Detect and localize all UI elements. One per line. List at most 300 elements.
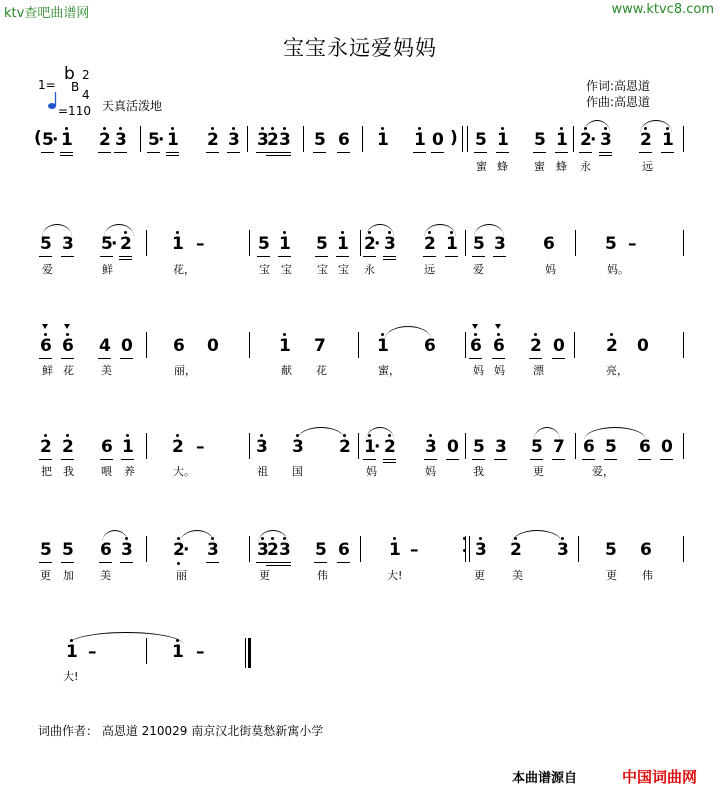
lyric: 我	[63, 465, 74, 478]
note: 5	[62, 540, 74, 560]
lyric: 大!	[63, 670, 79, 683]
beam	[119, 256, 132, 257]
beam	[552, 358, 565, 359]
lyric: 爱	[473, 263, 484, 276]
note: 6	[640, 540, 652, 560]
lyric: 伟	[317, 569, 328, 582]
lyric: 更	[259, 569, 270, 582]
lyric: 更	[606, 569, 617, 582]
author-line: 词曲作者： 高恩道 210029 南京汉北街莫愁新寓小学	[38, 724, 324, 738]
lyric: 永	[580, 160, 591, 173]
note: 0	[637, 336, 649, 356]
octave-dot	[66, 434, 69, 437]
note: –	[196, 234, 205, 254]
note: 2	[267, 540, 279, 560]
beam	[496, 152, 509, 153]
beam	[446, 459, 459, 460]
note: 3	[257, 540, 269, 560]
barline	[360, 536, 361, 562]
beam	[431, 152, 444, 153]
watermark-right: www.ktvc8.com	[611, 2, 714, 17]
note: 0	[432, 130, 444, 150]
note: 2	[120, 234, 132, 254]
beam	[383, 256, 396, 257]
beam	[61, 459, 74, 460]
lyric: 鲜	[102, 263, 113, 276]
note: 2	[99, 130, 111, 150]
note: 2	[384, 437, 396, 457]
note: 3	[256, 437, 268, 457]
slur	[640, 120, 672, 133]
note: 2	[173, 540, 185, 560]
beam	[100, 256, 113, 257]
barline	[360, 230, 361, 256]
slur	[366, 427, 394, 440]
note: 1	[279, 336, 291, 356]
octave-dot-low	[177, 562, 180, 565]
note: 6	[62, 336, 74, 356]
lyric: 花，	[173, 263, 195, 276]
note: 3	[425, 437, 437, 457]
note: 1	[172, 234, 184, 254]
note: 6	[101, 437, 113, 457]
octave-dot	[283, 127, 286, 130]
source-label: 本曲谱源自	[512, 771, 578, 786]
note: 5	[101, 234, 113, 254]
note: 5	[316, 234, 328, 254]
lyric: 妈	[545, 263, 556, 276]
beam	[278, 565, 291, 566]
octave-dot	[103, 127, 106, 130]
octave-dot	[501, 127, 504, 130]
beam	[314, 562, 327, 563]
barline	[683, 433, 684, 459]
barline	[574, 332, 575, 358]
note: 1	[662, 130, 674, 150]
barline	[249, 536, 250, 562]
beam	[206, 152, 219, 153]
note: 1	[279, 234, 291, 254]
note: ·	[590, 130, 597, 150]
beam	[493, 256, 506, 257]
octave-dot	[283, 231, 286, 234]
beam	[445, 256, 458, 257]
note: 5	[534, 130, 546, 150]
final-barline-thick	[248, 638, 251, 668]
beam	[638, 459, 651, 460]
lyric: 鲜	[42, 364, 53, 377]
note: 6	[470, 336, 482, 356]
note: ·	[374, 437, 381, 457]
lyric: 丽	[176, 569, 187, 582]
barline	[362, 126, 363, 152]
note: 1	[414, 130, 426, 150]
note: 5	[40, 234, 52, 254]
beam	[61, 562, 74, 563]
octave-dot	[341, 231, 344, 234]
lyric: 蜂	[497, 160, 508, 173]
source-site: 中国词曲网	[622, 768, 698, 786]
octave-dot	[171, 127, 174, 130]
beam	[363, 459, 376, 460]
octave-dot	[429, 434, 432, 437]
beam	[60, 155, 73, 156]
lyric: 宝	[259, 263, 270, 276]
barline	[465, 433, 466, 459]
lyric: 丽，	[174, 364, 196, 377]
note: 5	[40, 540, 52, 560]
lyric: 蜜	[534, 160, 545, 173]
note: 7	[314, 336, 326, 356]
beam	[413, 152, 426, 153]
lyric: 国	[292, 465, 303, 478]
slur	[180, 530, 214, 543]
note: 6	[583, 437, 595, 457]
note: 5	[258, 234, 270, 254]
beam	[41, 152, 54, 153]
note: 3	[475, 540, 487, 560]
octave-dot	[126, 434, 129, 437]
note: ·	[158, 130, 165, 150]
note: 6	[543, 234, 555, 254]
beam	[315, 256, 328, 257]
lyric: 妈	[473, 364, 484, 377]
octave-dot	[44, 434, 47, 437]
lyric: 爱	[42, 263, 53, 276]
beam	[227, 152, 240, 153]
beam	[383, 459, 396, 460]
beam	[120, 562, 133, 563]
note: 3	[495, 437, 507, 457]
barline	[247, 126, 248, 152]
octave-dot	[534, 333, 537, 336]
slur	[424, 224, 456, 237]
note: 5	[475, 130, 487, 150]
barline	[683, 536, 684, 562]
beam	[424, 459, 437, 460]
octave-dot	[381, 127, 384, 130]
note: 1	[61, 130, 73, 150]
lyric: 蜜	[476, 160, 487, 173]
note: 1	[389, 540, 401, 560]
note: 3	[384, 234, 396, 254]
beam	[533, 152, 546, 153]
lyric: 妈。	[607, 263, 629, 276]
beam	[474, 152, 487, 153]
barline	[146, 536, 147, 562]
slur	[584, 427, 646, 440]
note: 3	[62, 234, 74, 254]
barline	[358, 332, 359, 358]
note: 3	[257, 130, 269, 150]
beam	[39, 256, 52, 257]
barline	[683, 230, 684, 256]
lyric: 亮，	[606, 364, 628, 377]
barline	[303, 126, 304, 152]
note: 6	[338, 130, 350, 150]
slur	[474, 224, 504, 237]
lyric: 漂	[533, 364, 544, 377]
note: 3	[557, 540, 569, 560]
note: 7	[553, 437, 565, 457]
beam	[278, 256, 291, 257]
note: 3	[279, 130, 291, 150]
octave-dot	[176, 434, 179, 437]
beam	[39, 358, 52, 359]
slur	[258, 530, 288, 543]
beam	[313, 152, 326, 153]
octave-dot	[393, 537, 396, 540]
note: 1	[172, 642, 184, 662]
note: –	[628, 234, 637, 254]
beam	[257, 256, 270, 257]
lyric: 蜂	[556, 160, 567, 173]
note: ·	[52, 130, 59, 150]
note: 0	[207, 336, 219, 356]
note: 2	[580, 130, 592, 150]
lyric: 宝	[281, 263, 292, 276]
octave-dot	[176, 231, 179, 234]
note: 5	[531, 437, 543, 457]
lyric: 大。	[173, 465, 195, 478]
note: 3	[279, 540, 291, 560]
octave-dot	[560, 127, 563, 130]
slur	[102, 530, 128, 543]
note: 2	[530, 336, 542, 356]
lyric: 喂	[101, 465, 112, 478]
accent-mark	[64, 324, 70, 329]
accent-mark	[495, 324, 501, 329]
barline	[575, 230, 576, 256]
lyric: 宝	[338, 263, 349, 276]
lyric: 美	[512, 569, 523, 582]
lyric: 妈	[366, 465, 377, 478]
quarter-note-icon	[48, 92, 56, 106]
composer-credit: 作曲:高恩道	[586, 95, 651, 109]
beam	[383, 462, 396, 463]
note: 5	[314, 130, 326, 150]
lyric: 花	[316, 364, 327, 377]
note: 6	[40, 336, 52, 356]
open-paren: (	[34, 128, 42, 148]
note: 2	[267, 130, 279, 150]
beam	[206, 562, 219, 563]
slur	[512, 530, 562, 543]
final-barline	[245, 638, 246, 668]
barline	[578, 536, 579, 562]
lyric: 伟	[642, 569, 653, 582]
barline	[573, 126, 574, 152]
lyric: 美	[100, 569, 111, 582]
barline	[469, 536, 470, 562]
note: 5	[473, 234, 485, 254]
note: 1	[377, 130, 389, 150]
beam	[61, 256, 74, 257]
watermark-left: ktv查吧曲谱网	[4, 6, 90, 21]
note: ·	[111, 234, 118, 254]
beam	[120, 358, 133, 359]
note: 2	[640, 130, 652, 150]
barline	[358, 433, 359, 459]
note: 2	[606, 336, 618, 356]
note: 1	[364, 437, 376, 457]
note: 2	[364, 234, 376, 254]
song-title: 宝宝永远爱妈妈	[283, 36, 437, 60]
slur	[534, 427, 560, 440]
beam	[100, 459, 113, 460]
lyric: 献	[281, 364, 292, 377]
beam	[336, 256, 349, 257]
lyric: 妈	[425, 465, 436, 478]
beam	[660, 459, 673, 460]
beam	[278, 152, 291, 153]
beam	[114, 152, 127, 153]
repeat-dot	[463, 549, 466, 552]
slur	[385, 326, 431, 339]
note: 5	[315, 540, 327, 560]
note: 1	[497, 130, 509, 150]
beam	[61, 358, 74, 359]
beam	[492, 358, 505, 359]
note: 2	[172, 437, 184, 457]
note: –	[88, 642, 97, 662]
beam	[494, 459, 507, 460]
lyric: 把	[41, 465, 52, 478]
note: 5	[605, 234, 617, 254]
beam	[599, 152, 612, 153]
note: 4	[99, 336, 111, 356]
close-paren: )	[450, 128, 458, 148]
lyric: 更	[533, 465, 544, 478]
barline	[249, 332, 250, 358]
beam	[39, 562, 52, 563]
lyric: 远	[424, 263, 435, 276]
slur	[366, 224, 394, 237]
repeat-dot	[463, 537, 466, 540]
beam	[579, 152, 592, 153]
note: 0	[553, 336, 565, 356]
note: 6	[338, 540, 350, 560]
note: 5	[605, 540, 617, 560]
slur	[42, 224, 72, 237]
octave-dot	[232, 127, 235, 130]
note: 2	[207, 130, 219, 150]
time-sig-top: 2	[82, 68, 90, 82]
beam	[639, 152, 652, 153]
note: ·	[183, 540, 190, 560]
beam	[423, 256, 436, 257]
note: 2	[62, 437, 74, 457]
barline	[683, 332, 684, 358]
beam	[98, 358, 111, 359]
beam	[99, 562, 112, 563]
octave-dot	[381, 333, 384, 336]
note: 6	[173, 336, 185, 356]
beam	[604, 459, 617, 460]
note: 3	[494, 234, 506, 254]
octave-dot	[65, 127, 68, 130]
beam	[147, 152, 160, 153]
note: 3	[228, 130, 240, 150]
lyric: 蜜，	[378, 364, 400, 377]
note: 3	[600, 130, 612, 150]
slur	[297, 427, 345, 440]
octave-dot	[261, 127, 264, 130]
lyric: 我	[473, 465, 484, 478]
beam	[278, 155, 291, 156]
octave-dot	[474, 333, 477, 336]
beam	[472, 459, 485, 460]
beam	[337, 152, 350, 153]
barline	[146, 230, 147, 256]
note: 5	[605, 437, 617, 457]
lyric: 美	[101, 364, 112, 377]
lyric: 爱，	[592, 465, 614, 478]
note: 1	[556, 130, 568, 150]
note: 1	[122, 437, 134, 457]
beam	[552, 459, 565, 460]
beam	[582, 459, 595, 460]
note: 6	[100, 540, 112, 560]
beam	[166, 152, 179, 153]
note: 2	[510, 540, 522, 560]
note: 2	[339, 437, 351, 457]
lyric: 永	[364, 263, 375, 276]
note: 3	[207, 540, 219, 560]
lyricist-credit: 作词:高恩道	[586, 79, 651, 93]
lyric: 养	[124, 465, 135, 478]
barline	[249, 433, 250, 459]
note: 6	[493, 336, 505, 356]
note: 0	[661, 437, 673, 457]
beam	[472, 256, 485, 257]
octave-dot	[479, 537, 482, 540]
lyric: 更	[40, 569, 51, 582]
accent-mark	[472, 324, 478, 329]
beam	[119, 259, 132, 260]
octave-dot	[44, 333, 47, 336]
barline	[249, 230, 250, 256]
note: 0	[447, 437, 459, 457]
note: 0	[121, 336, 133, 356]
note: 5	[148, 130, 160, 150]
barline	[467, 126, 468, 152]
note: –	[196, 642, 205, 662]
slur	[68, 632, 184, 645]
note: 1	[377, 336, 389, 356]
barline	[146, 332, 147, 358]
note: 1	[66, 642, 78, 662]
octave-dot	[497, 333, 500, 336]
octave-dot	[418, 127, 421, 130]
octave-dot	[610, 333, 613, 336]
lyric: 妈	[494, 364, 505, 377]
barline	[683, 126, 684, 152]
lyric: 花	[63, 364, 74, 377]
note: 5	[473, 437, 485, 457]
lyric: 祖	[257, 465, 268, 478]
beam	[337, 562, 350, 563]
barline	[575, 433, 576, 459]
note: ·	[374, 234, 381, 254]
barline	[140, 126, 141, 152]
accent-mark	[42, 324, 48, 329]
beam	[383, 259, 396, 260]
note: 3	[121, 540, 133, 560]
octave-dot	[119, 127, 122, 130]
slur	[104, 224, 134, 237]
note: 6	[639, 437, 651, 457]
